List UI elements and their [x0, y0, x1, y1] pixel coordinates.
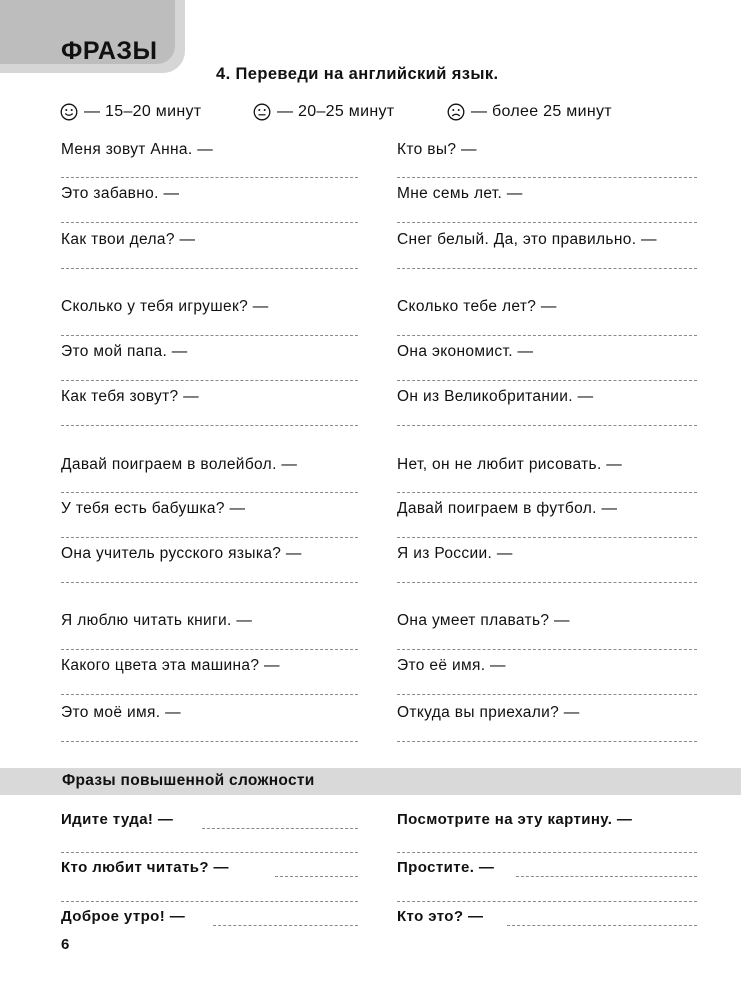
advanced-phrase-right-2: Простите. —: [397, 859, 495, 876]
legend-text: — 15–20 минут: [84, 103, 202, 120]
phrase-right-9: Я из России. —: [397, 545, 513, 562]
answer-line[interactable]: [61, 335, 358, 336]
answer-line[interactable]: [397, 852, 697, 853]
answer-line-inline[interactable]: [507, 925, 697, 926]
phrase-left-7: Давай поиграем в волейбол. —: [61, 456, 298, 473]
phrase-right-4: Сколько тебе лет? —: [397, 298, 557, 315]
answer-line[interactable]: [397, 380, 697, 381]
phrase-right-10: Она умеет плавать? —: [397, 612, 570, 629]
answer-line[interactable]: [397, 425, 697, 426]
answer-line[interactable]: [61, 582, 358, 583]
smile-face-icon: [60, 103, 78, 121]
answer-line[interactable]: [397, 901, 697, 902]
phrase-right-2: Мне семь лет. —: [397, 185, 523, 202]
advanced-phrase-left-2: Кто любит читать? —: [61, 859, 229, 876]
phrase-left-8: У тебя есть бабушка? —: [61, 500, 246, 517]
phrase-left-9: Она учитель русского языка? —: [61, 545, 302, 562]
answer-line[interactable]: [61, 222, 358, 223]
legend-text: — 20–25 минут: [277, 103, 395, 120]
phrase-left-2: Это забавно. —: [61, 185, 180, 202]
section-title: ФРАЗЫ: [61, 37, 158, 65]
phrase-left-10: Я люблю читать книги. —: [61, 612, 253, 629]
advanced-phrase-left-3: Доброе утро! —: [61, 908, 186, 925]
answer-line[interactable]: [61, 537, 358, 538]
answer-line[interactable]: [397, 741, 697, 742]
answer-line[interactable]: [397, 335, 697, 336]
answer-line-inline[interactable]: [202, 828, 358, 829]
phrase-right-11: Это её имя. —: [397, 657, 506, 674]
answer-line[interactable]: [61, 649, 358, 650]
phrase-right-12: Откуда вы приехали? —: [397, 704, 580, 721]
answer-line[interactable]: [397, 537, 697, 538]
answer-line[interactable]: [397, 177, 697, 178]
phrase-left-3: Как твои дела? —: [61, 231, 196, 248]
phrase-right-6: Он из Великобритании. —: [397, 388, 594, 405]
phrase-left-5: Это мой папа. —: [61, 343, 188, 360]
answer-line[interactable]: [61, 268, 358, 269]
phrase-right-8: Давай поиграем в футбол. —: [397, 500, 618, 517]
sad-face-icon: [447, 103, 465, 121]
phrase-right-7: Нет, он не любит рисовать. —: [397, 456, 623, 473]
answer-line-inline[interactable]: [516, 876, 697, 877]
answer-line-inline[interactable]: [213, 925, 358, 926]
answer-line[interactable]: [397, 492, 697, 493]
answer-line[interactable]: [397, 268, 697, 269]
answer-line[interactable]: [61, 492, 358, 493]
neutral-face-icon: [253, 103, 271, 121]
answer-line[interactable]: [61, 177, 358, 178]
answer-line[interactable]: [61, 901, 358, 902]
answer-line[interactable]: [397, 694, 697, 695]
legend-text: — более 25 минут: [471, 103, 612, 120]
answer-line[interactable]: [61, 425, 358, 426]
answer-line[interactable]: [397, 649, 697, 650]
phrase-left-6: Как тебя зовут? —: [61, 388, 200, 405]
answer-line[interactable]: [61, 852, 358, 853]
legend-item-medium: [253, 103, 394, 121]
page-number: 6: [61, 936, 70, 953]
answer-line[interactable]: [397, 222, 697, 223]
advanced-phrase-right-3: Кто это? —: [397, 908, 484, 925]
phrase-left-12: Это моё имя. —: [61, 704, 181, 721]
phrase-left-1: Меня зовут Анна. —: [61, 141, 214, 158]
phrase-right-1: Кто вы? —: [397, 141, 477, 158]
answer-line-inline[interactable]: [275, 876, 358, 877]
answer-line[interactable]: [397, 582, 697, 583]
answer-line[interactable]: [61, 741, 358, 742]
legend-item-fast: [60, 103, 201, 121]
advanced-phrase-left-1: Идите туда! —: [61, 811, 174, 828]
task-instruction: 4. Переведи на английский язык.: [216, 65, 499, 83]
answer-line[interactable]: [61, 694, 358, 695]
phrase-left-11: Какого цвета эта машина? —: [61, 657, 280, 674]
phrase-left-4: Сколько у тебя игрушек? —: [61, 298, 269, 315]
phrase-right-3: Снег белый. Да, это правильно. —: [397, 231, 657, 248]
advanced-phrase-right-1: Посмотрите на эту картину. —: [397, 811, 633, 828]
phrase-right-5: Она экономист. —: [397, 343, 534, 360]
legend-item-slow: [447, 103, 612, 121]
answer-line[interactable]: [61, 380, 358, 381]
advanced-section-title: Фразы повышенной сложности: [62, 772, 315, 789]
